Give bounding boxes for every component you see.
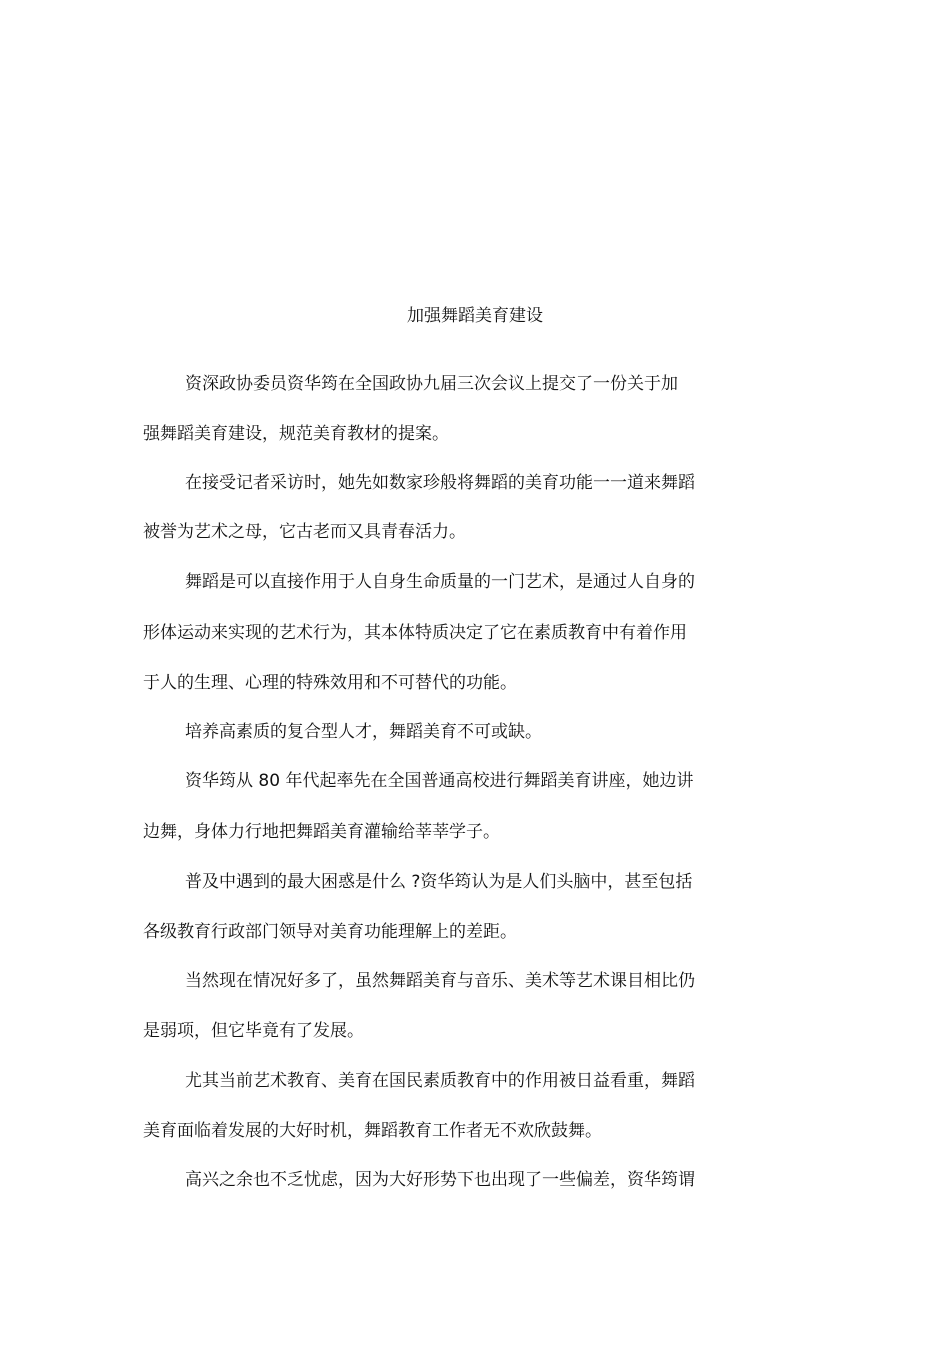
text-line: 美育面临着发展的大好时机，舞蹈教育工作者无不欢欣鼓舞。	[143, 1121, 602, 1141]
text-line: 强舞蹈美育建设，规范美育教材的提案。	[143, 424, 449, 444]
text-line: 形体运动来实现的艺术行为，其本体特质决定了它在素质教育中有着作用	[143, 623, 687, 643]
text-line: 舞蹈是可以直接作用于人自身生命质量的一门艺术，是通过人自身的	[185, 572, 695, 592]
text-line: 被誉为艺术之母，它古老而又具青春活力。	[143, 522, 466, 542]
text-line: 各级教育行政部门领导对美育功能理解上的差距。	[143, 922, 517, 942]
text-line: 普及中遇到的最大困惑是什么 ?资华筠认为是人们头脑中，甚至包括	[185, 872, 693, 892]
text-line: 培养高素质的复合型人才，舞蹈美育不可或缺。	[185, 722, 542, 742]
document-title: 加强舞蹈美育建设	[407, 306, 543, 326]
text-line: 当然现在情况好多了，虽然舞蹈美育与音乐、美术等艺术课目相比仍	[185, 971, 695, 991]
text-line: 在接受记者采访时，她先如数家珍般将舞蹈的美育功能一一道来舞蹈	[185, 473, 695, 493]
text-line: 于人的生理、心理的特殊效用和不可替代的功能。	[143, 673, 517, 693]
text-line: 是弱项，但它毕竟有了发展。	[143, 1021, 364, 1041]
text-line: 边舞，身体力行地把舞蹈美育灌输给莘莘学子。	[143, 822, 500, 842]
text-line: 尤其当前艺术教育、美育在国民素质教育中的作用被日益看重，舞蹈	[185, 1071, 695, 1091]
text-line: 资华筠从 80 年代起率先在全国普通高校进行舞蹈美育讲座，她边讲	[185, 771, 694, 791]
text-line: 资深政协委员资华筠在全国政协九届三次会议上提交了一份关于加	[185, 374, 678, 394]
text-line: 高兴之余也不乏忧虑，因为大好形势下也出现了一些偏差，资华筠谓	[185, 1170, 695, 1190]
